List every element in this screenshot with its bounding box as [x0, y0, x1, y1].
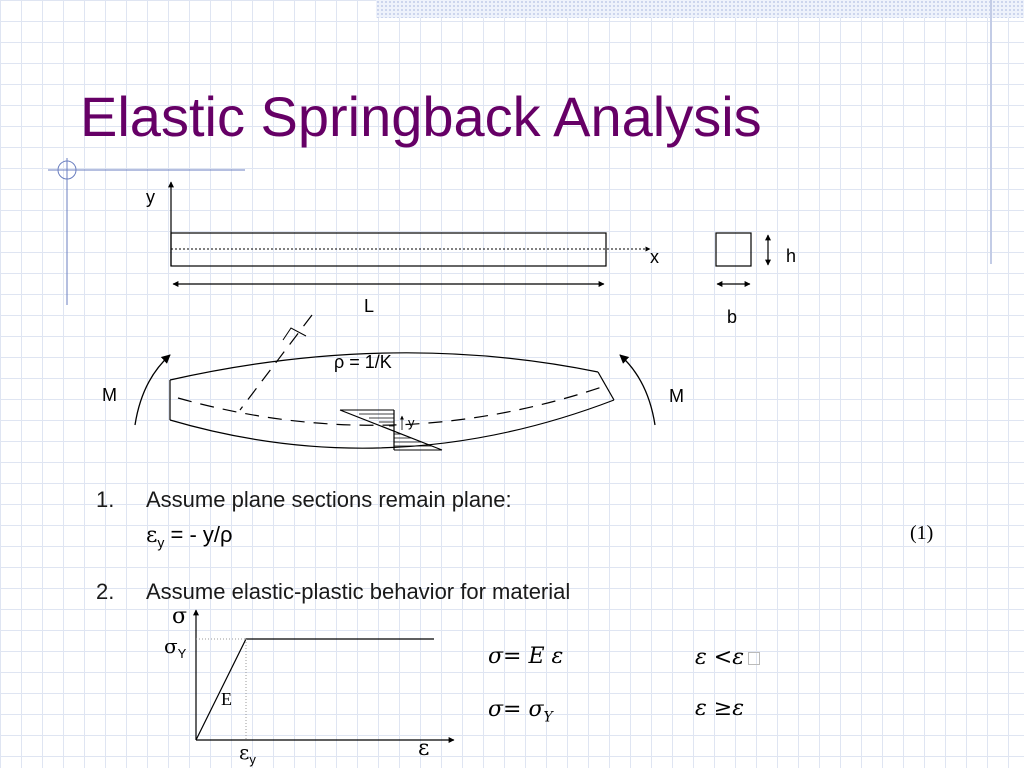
placeholder-glyph: [748, 652, 760, 665]
list-item-1: Assume plane sections remain plane:: [146, 487, 512, 512]
list-number-1: 1.: [96, 487, 115, 512]
yield-strain-label: $\varepsilon_y$: [239, 740, 256, 767]
radius-label: ρ = 1/K: [334, 352, 392, 372]
radius-line: [240, 315, 312, 410]
stress-strain-graph: [196, 610, 454, 740]
moment-arrow-right: [620, 355, 655, 425]
equation-number: (1): [910, 522, 934, 544]
stress-distribution: [340, 410, 442, 450]
list-number-2: 2.: [96, 579, 115, 604]
cross-section: [716, 233, 768, 284]
epsilon-axis-label: ε: [418, 736, 430, 761]
moment-arrow-left: [135, 355, 170, 425]
formula-plastic: $\sigma= \sigma_Y$: [488, 697, 553, 726]
page-title: Elastic Springback Analysis: [80, 85, 762, 148]
length-label: L: [364, 296, 375, 316]
width-label: b: [727, 307, 738, 327]
height-label: h: [786, 246, 797, 266]
formula-elastic: σ= E ε: [488, 644, 564, 669]
condition-elastic: ε <ε: [695, 646, 760, 669]
sigma-axis-label: σ: [172, 604, 188, 629]
moment-label-left: M: [102, 385, 117, 405]
x-axis-label: x: [650, 247, 659, 267]
y-axis-label: y: [146, 187, 155, 207]
neutral-axis: [178, 386, 605, 425]
moment-label-right: M: [669, 386, 684, 406]
section-y-label: y: [408, 415, 415, 430]
slide-ornament: [48, 158, 245, 305]
condition-plastic: ε ≥ε: [695, 696, 745, 721]
straight-beam: [171, 182, 650, 284]
equation-1: $\varepsilon_y$ = - y/ρ: [146, 522, 233, 551]
list-item-2: Assume elastic-plastic behavior for material: [146, 579, 571, 604]
bent-beam: [135, 315, 655, 450]
yield-stress-label: $\sigma_Y$: [164, 634, 187, 661]
modulus-label: E: [221, 689, 232, 709]
